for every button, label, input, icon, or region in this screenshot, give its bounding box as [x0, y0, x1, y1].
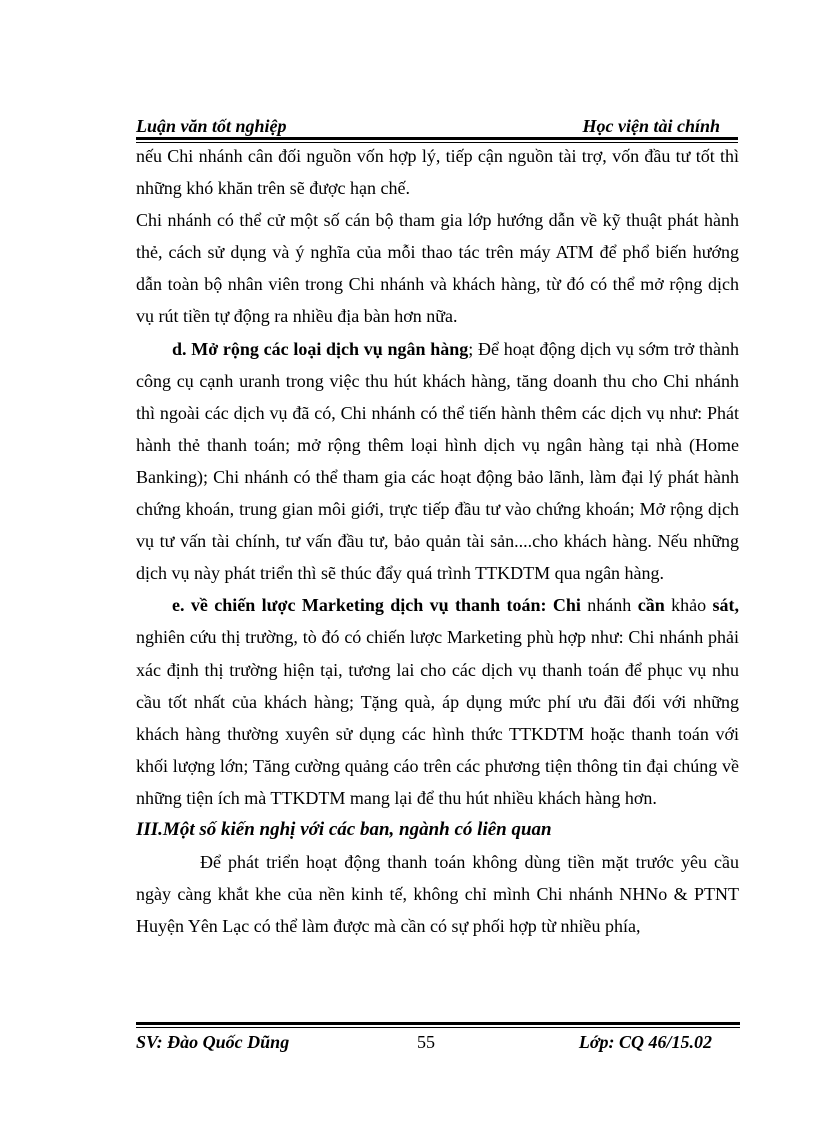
footer-rule-thin	[136, 1027, 740, 1028]
section-heading: III.Một số kiến nghị với các ban, ngành có liên quan	[136, 818, 552, 840]
subsection-d-text: ; Để hoạt động dịch vụ sớm trở thành công cụ cạnh uranh trong việc thu hút khách hàng, tăng doanh thu cho Chi nhánh thì ngoài các dịch vụ đã có, Chi nhánh có thể tiến hành thêm các dịch vụ như: Phát hành thẻ thanh toán; mở rộng thêm loại hình dịch vụ ngân hàng tại nhà (Home Banking); Chi nhánh có thể tham gia các hoạt động bảo lãnh, làm đại lý phát hành chứng khoán, trung gian môi giới, trực tiếp đầu tư vào chứng khoán; Mở rộng dịch vụ tư vấn tài chính, tư vấn đầu tư, bảo quản tài sản....cho khách hàng. Nếu những dịch vụ này phát triển thì sẽ thúc đẩy quá trình TTKDTM qua ngân hàng.	[136, 338, 740, 584]
paragraph-continuation: nếu Chi nhánh cân đối nguồn vốn hợp lý, tiếp cận nguồn tài trợ, vốn đầu tư tốt thì những khó khăn trên sẽ được hạn chế.	[136, 146, 739, 199]
subsection-e-bold-word2: sát,	[712, 595, 739, 616]
footer-rule-thick	[136, 1022, 740, 1025]
document-body	[136, 140, 739, 942]
paragraph-d-services	[136, 333, 739, 590]
subsection-d-title: d. Mở rộng các loại dịch vụ ngân hàng	[172, 338, 469, 359]
subsection-e-text: nghiên cứu thị trường, tò đó có chiến lược Marketing phù hợp như: Chi nhánh phải xác định thị trường hiện tại, tương lai cho các dịch vụ thanh toán để phục vụ nhu cầu tốt nhất của khách hàng; Tặng quà, áp dụng mức phí ưu đãi đối với những khách hàng thường xuyên sử dụng các hình thức TTKDTM hoặc thanh toán với khối lượng lớn; Tăng cường quảng cáo trên các phương tiện thông tin đại chúng về những tiện ích mà TTKDTM mang lại để thu hút nhiều khách hàng hơn.	[136, 627, 739, 808]
subsection-e-word2: khảo	[664, 595, 713, 616]
header-institution: Học viện tài chính	[582, 116, 720, 136]
page-number: 55	[417, 1032, 435, 1052]
page-footer	[136, 1032, 740, 1058]
subsection-e-bold-word: cần	[637, 595, 665, 616]
footer-student-name: SV: Đào Quốc Dũng	[136, 1032, 290, 1052]
subsection-e-title: e. về chiến lược Marketing dịch vụ thanh toán: Chi	[172, 595, 581, 616]
page-header	[136, 113, 738, 141]
header-thesis-title: Luận văn tốt nghiệp	[136, 116, 287, 136]
paragraph-e-marketing	[136, 589, 739, 814]
paragraph-atm: Chi nhánh có thể cử một số cán bộ tham gia lớp hướng dẫn về kỹ thuật phát hành thẻ, cách sử dụng và ý nghĩa của mỗi thao tác trên máy ATM để phổ biến hướng dẫn toàn bộ nhân viên trong Chi nhánh và khách hàng, từ đó có thể mở rộng dịch vụ rút tiền tự động ra nhiều địa bàn hơn nữa.	[136, 210, 739, 327]
subsection-e-word: nhánh	[580, 595, 638, 616]
paragraph-recommendations: Để phát triển hoạt động thanh toán không dùng tiền mặt trước yêu cầu ngày càng khắt khe của nền kinh tế, không chỉ mình Chi nhánh NHNo & PTNT Huyện Yên Lạc có thể làm được mà cần có sự phối hợp từ nhiều phía,	[136, 852, 739, 937]
footer-class-code: Lớp: CQ 46/15.02	[578, 1032, 712, 1052]
